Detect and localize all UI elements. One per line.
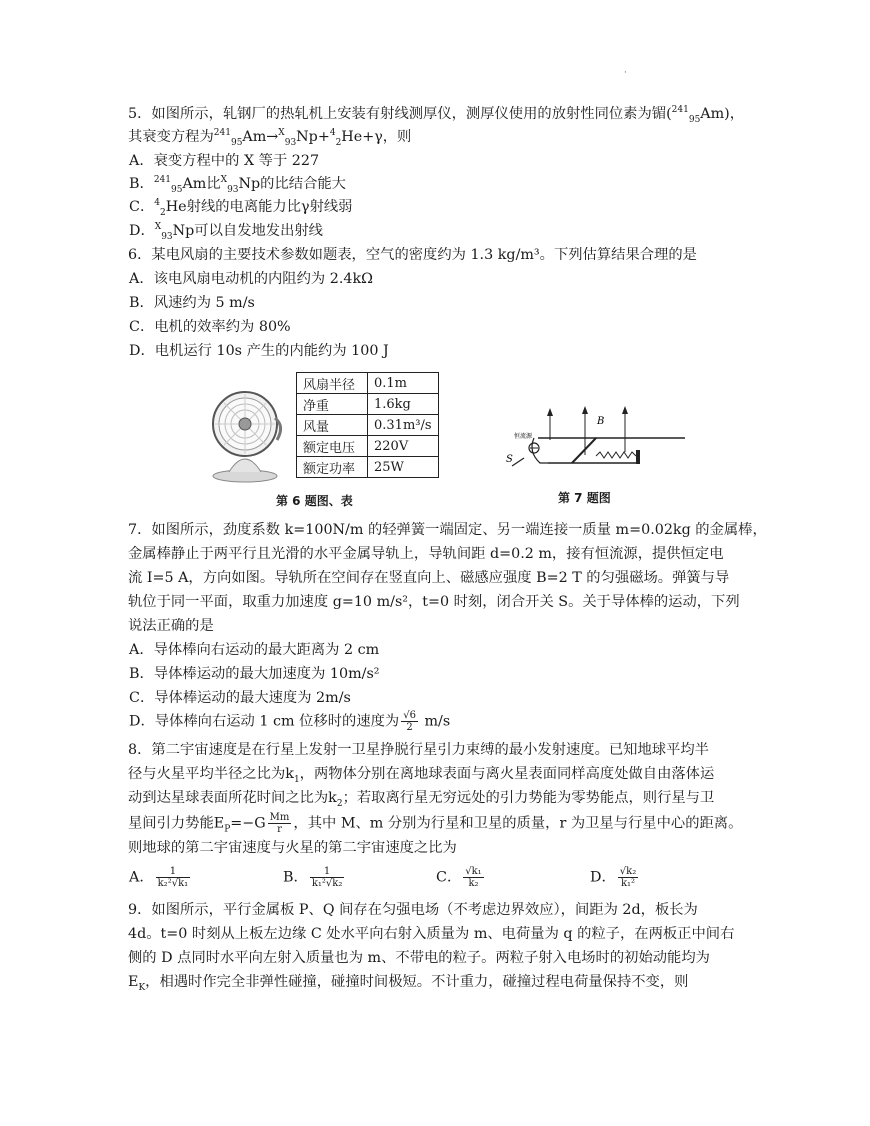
q8-line2-text-a: 径与火星平均半径之比为k	[128, 766, 294, 782]
fraction-numerator: √6	[403, 710, 416, 721]
q7-line2: 金属棒静止于两平行且光滑的水平金属导轨上，导轨间距 d=0.2 m，接有恒流源，提供恒定电	[128, 546, 724, 562]
table-row	[297, 436, 439, 457]
q8-line2-text-b: ，两物体分别在离地球表面与离火星表面同样高度处做自由落体运	[299, 766, 715, 782]
table-row	[297, 373, 439, 394]
q9-line1: 9．如图所示，平行金属板 P、Q 间存在匀强电场（不考虑边界效应），间距为 2d，板长为	[128, 902, 698, 918]
q6-option-a: A．该电风扇电动机的内阻约为 2.4kΩ	[129, 271, 373, 287]
q5-option-c-label: C．	[129, 199, 155, 215]
q5-stem-line1: 5．如图所示，轧钢厂的热轧机上安装有射线测厚仪，测厚仪使用的放射性同位素为镅($^{241}_{95}$Am)，	[128, 105, 745, 125]
spec-key: 额定功率	[297, 457, 368, 478]
fraction-numerator: √k₁	[465, 866, 482, 877]
q8-option-c-label: C．	[436, 869, 462, 886]
fan-spec-table	[296, 372, 439, 478]
q8-option-d-fraction	[618, 866, 638, 889]
source-label: 恒流源	[514, 433, 533, 440]
spec-key: 风量	[297, 415, 368, 436]
q9-line4: $E_K$，相遇时作完全非弹性碰撞，碰撞时间极短。不计重力，碰撞过程电荷量保持不变，则	[128, 974, 689, 993]
spec-value: 25W	[368, 457, 439, 478]
fraction-numerator: Mm	[269, 812, 290, 823]
q8-option-d	[590, 866, 640, 889]
q8-line4-text-a: 星间引力势能E	[128, 815, 225, 832]
spec-value: 1.6kg	[368, 394, 439, 415]
fraction-denominator: k₂	[468, 878, 479, 889]
q7-option-d-text: D．导体棒向右运动 1 cm 位移时的速度为	[129, 713, 400, 730]
q7-option-a: A．导体棒向右运动的最大距离为 2 cm	[129, 642, 380, 658]
spec-value: 0.1m	[368, 373, 439, 394]
q8-line4: 星间引力势能$E_P=-G$ $\frac{Mm}{r}$ ，其中 M、m 分别为行星和卫星的质量，r 为卫星与行星中心的距离。	[128, 812, 743, 835]
fraction-denominator: k₁²√k₂	[311, 878, 343, 889]
s-label: S	[506, 454, 513, 465]
q7-option-d	[129, 710, 450, 733]
fraction-denominator: k₂²√k₁	[157, 878, 189, 889]
q8-line4-text-c: ，其中 M、m 分别为行星和卫星的质量，r 为卫星与行星中心的距离。	[293, 815, 743, 832]
q8-option-b-fraction	[310, 866, 345, 889]
q7-option-d-unit: m/s	[419, 713, 451, 730]
q7-line3: 流 I=5 A，方向如图。导轨所在空间存在竖直向上、磁感应强度 B=2 T 的匀强磁场。弹簧与导	[128, 570, 730, 586]
table-row	[297, 415, 439, 436]
q8-line3-text-a: 动到达星球表面所花时间之比为k	[128, 790, 337, 806]
q5-option-d-text: Np可以自发地发出射线	[172, 223, 323, 239]
q8-option-a-fraction	[156, 866, 191, 889]
b-label: B	[597, 416, 605, 427]
q9-line2: 4d。t=0 时刻从上板左边缘 C 处水平向右射入质量为 m、电荷量为 q 的粒子，在两板正中间右	[128, 926, 735, 942]
q7-option-c: C．导体棒运动的最大速度为 2m/s	[129, 690, 351, 706]
q7-caption: 第 7 题图	[558, 491, 611, 505]
q5-stem-text-2c: Np+	[296, 129, 330, 145]
q5-option-b: B．$^{241}_{95}$Am比$^X_{93}$Np的比结合能大	[129, 175, 346, 195]
fraction-denominator: 2	[406, 722, 413, 733]
q5-stem-text-2b: Am→	[242, 129, 279, 145]
q5-option-b-label: B．	[129, 176, 154, 192]
q8-line5: 则地球的第二宇宙速度与火星的第二宇宙速度之比为	[128, 840, 457, 856]
spec-key: 风扇半径	[297, 373, 368, 394]
q8-line3-text-b: ；若取离行星无穷远处的引力势能为零势能点，则行星与卫	[342, 790, 715, 806]
q5-option-d-label: D．	[129, 223, 155, 239]
q9-line4-text-a: E	[128, 974, 139, 990]
q7-option-d-fraction	[401, 710, 418, 733]
q7-option-b: B．导体棒运动的最大加速度为 10m/s²	[129, 666, 380, 682]
q8-option-a	[129, 866, 192, 889]
q5-stem-text-2d: He+γ，则	[341, 129, 412, 145]
q5-option-b-text1: Am比	[182, 176, 221, 192]
spec-value: 220V	[368, 436, 439, 457]
q6-option-b: B．风速约为 5 m/s	[129, 295, 255, 311]
spec-key: 额定电压	[297, 436, 368, 457]
rail-circuit-diagram	[500, 400, 690, 480]
q8-option-c-fraction	[463, 866, 483, 889]
q6-stem: 6．某电风扇的主要技术参数如题表，空气的密度约为 1.3 kg/m³。下列估算结果合理的是	[128, 247, 697, 263]
q7-line4: 轨位于同一平面，取重力加速度 g=10 m/s²，t=0 时刻，闭合开关 S。关于导体棒的运动，下列	[128, 594, 740, 610]
q7-line5: 说法正确的是	[128, 618, 214, 634]
q8-line1: 8．第二宇宙速度是在行星上发射一卫星挣脱行星引力束缚的最小发射速度。已知地球平均半	[128, 742, 709, 758]
q8-line4-text-b: =−G	[230, 815, 266, 832]
q6-option-c: C．电机的效率约为 80%	[129, 319, 291, 335]
q9-line3: 侧的 D 点同时水平向左射入质量也为 m、不带电的粒子。两粒子射入电场时的初始动能均为	[128, 950, 710, 966]
q5-option-a: A．衰变方程中的 X 等于 227	[129, 153, 320, 169]
q5-stem-text-2a: 其衰变方程为	[128, 129, 214, 145]
q5-stem-line2: 其衰变方程为$^{241}_{95}$Am→$^X_{93}$Np+$^4_2$He+γ，则	[128, 128, 412, 148]
q8-potential-fraction	[268, 812, 292, 835]
q8-option-c	[436, 866, 486, 889]
q8-line3: 动到达星球表面所花时间之比为$k_2$；若取离行星无穷远处的引力势能为零势能点，则行星与卫	[128, 790, 715, 809]
q6-option-d: D．电机运行 10s 产生的内能约为 100 J	[129, 343, 389, 359]
fraction-numerator: 1	[310, 866, 345, 878]
q5-stem-text-1b: Am)，	[700, 106, 745, 122]
fraction-numerator: 1	[156, 866, 191, 878]
q8-option-b-label: B．	[283, 869, 308, 886]
q5-option-c-text: He射线的电离能力比γ射线弱	[165, 199, 353, 215]
spec-key: 净重	[297, 394, 368, 415]
q8-option-d-label: D．	[590, 869, 616, 886]
q5-stem-text-1a: 5．如图所示，轧钢厂的热轧机上安装有射线测厚仪，测厚仪使用的放射性同位素为镅(	[128, 106, 672, 122]
table-row	[297, 457, 439, 478]
q8-line2: 径与火星平均半径之比为$k_1$，两物体分别在离地球表面与离火星表面同样高度处做自由落体运	[128, 766, 715, 785]
q5-option-d: D．$^X_{93}$Np可以自发地发出射线	[129, 222, 323, 242]
q9-line4-text-b: ，相遇时作完全非弹性碰撞，碰撞时间极短。不计重力，碰撞过程电荷量保持不变，则	[145, 974, 689, 990]
q5-option-c: C．$^4_2$He射线的电离能力比γ射线弱	[129, 198, 353, 218]
q6-caption: 第 6 题图、表	[276, 494, 353, 508]
table-row	[297, 394, 439, 415]
q7-line1: 7．如图所示，劲度系数 k=100N/m 的轻弹簧一端固定、另一端连接一质量 m=0.02kg 的金属棒，	[128, 522, 767, 538]
q8-option-b	[283, 866, 346, 889]
q8-option-a-label: A．	[129, 869, 154, 886]
fan-illustration	[205, 384, 290, 484]
q5-option-b-text2: Np的比结合能大	[238, 176, 346, 192]
fraction-denominator: r	[277, 824, 282, 835]
corner-dot: ·	[624, 68, 627, 78]
fraction-denominator: k₁²	[620, 878, 636, 889]
spec-value: 0.31m³/s	[368, 415, 439, 436]
fraction-numerator: √k₂	[619, 866, 637, 877]
